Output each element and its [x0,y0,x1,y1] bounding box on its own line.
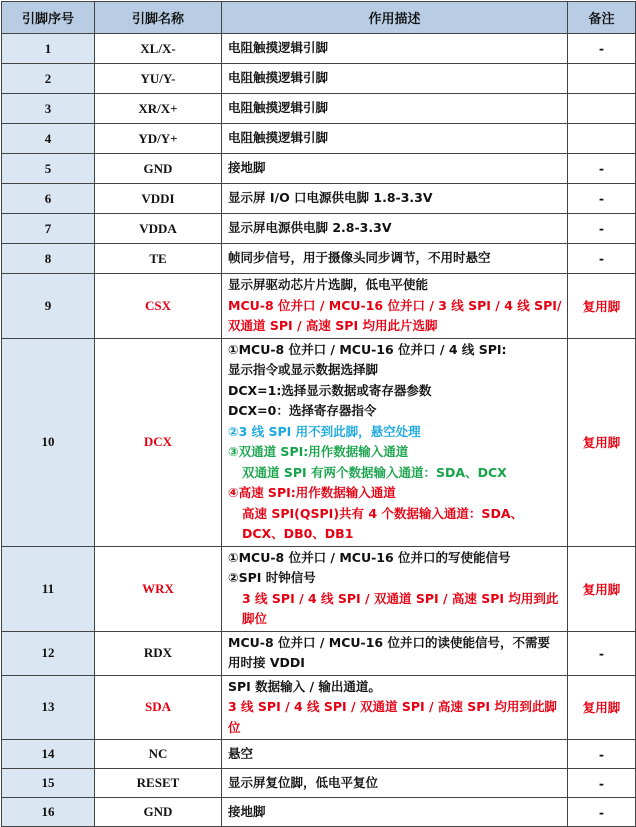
pin-number: 16 [2,798,95,827]
table-row [2,154,636,184]
table-row [2,740,636,769]
pin-number: 14 [2,740,95,769]
pin-note: - [568,244,636,274]
pin-description [222,34,568,64]
pin-note: - [568,631,636,675]
pin-number: 12 [2,631,95,675]
pin-description [222,184,568,214]
desc-line: ①MCU-8 位并口 / MCU-16 位并口的写使能信号 [228,549,511,565]
desc-line: 显示屏 I/O 口电源供电脚 1.8-3.3V [228,190,433,206]
pin-note: - [568,740,636,769]
pin-number: 3 [2,94,95,124]
desc-line: 电阻触摸逻辑引脚 [228,70,329,86]
pin-number: 8 [2,244,95,274]
pin-description [222,546,568,631]
pin-number: 6 [2,184,95,214]
desc-line: SPI 数据输入 / 输出通道。 [228,678,381,694]
pin-note: - [568,769,636,798]
pin-name: RESET [95,769,222,798]
desc-line: 电阻触摸逻辑引脚 [228,40,329,56]
pin-name: TE [95,244,222,274]
pin-number: 13 [2,675,95,740]
table-row [2,214,636,244]
pin-description [222,124,568,154]
pin-number: 4 [2,124,95,154]
pin-name: YD/Y+ [95,124,222,154]
table-row [2,94,636,124]
header-function: 作用描述 [222,2,568,34]
pin-number: 15 [2,769,95,798]
desc-line: 电阻触摸逻辑引脚 [228,130,329,146]
table-row [2,34,636,64]
pin-number: 10 [2,338,95,546]
desc-line: ③双通道 SPI:用作数据输入通道 [228,444,409,459]
table-row [2,546,636,631]
pin-note: - [568,154,636,184]
pin-description [222,769,568,798]
pin-description [222,798,568,827]
desc-line: ②SPI 时钟信号 [228,570,316,585]
pin-name: CSX [95,274,222,339]
table-row [2,124,636,154]
pin-number: 11 [2,546,95,631]
header-note: 备注 [568,2,636,34]
pin-name: WRX [95,546,222,631]
table-row [2,338,636,546]
pin-description [222,214,568,244]
table-row [2,274,636,339]
pin-note: 复用脚 [568,274,636,339]
desc-line: 双通道 SPI 有两个数据输入通道：SDA、DCX [242,464,507,480]
pin-number: 7 [2,214,95,244]
pin-note: - [568,798,636,827]
desc-line: 3 线 SPI / 4 线 SPI / 双通道 SPI / 高速 SPI 均用到此脚位 [228,699,557,735]
pin-number: 1 [2,34,95,64]
pin-note [568,94,636,124]
pin-description [222,675,568,740]
desc-line: DCX=1:选择显示数据或寄存器参数 [228,382,432,398]
pin-name: XL/X- [95,34,222,64]
pin-note: - [568,184,636,214]
desc-line: 3 线 SPI / 4 线 SPI / 双通道 SPI / 高速 SPI 均用到此脚位 [242,590,559,626]
pin-description [222,154,568,184]
desc-line: 电阻触摸逻辑引脚 [228,100,329,116]
pin-description [222,631,568,675]
desc-line: 双通道 SPI / 高速 SPI 均用此片选脚 [228,318,438,333]
pin-note: - [568,34,636,64]
table-row [2,244,636,274]
header-pin-name: 引脚名称 [95,2,222,34]
table-row [2,675,636,740]
desc-line: DCX=0：选择寄存器指令 [228,403,377,418]
desc-line: MCU-8 位并口 / MCU-16 位并口 / 3 线 SPI / 4 线 SPI/ [228,297,562,313]
desc-line: 显示指令或显示数据选择脚 [228,362,379,377]
desc-line: MCU-8 位并口 / MCU-16 位并口的读使能信号，不需要用时接 VDDI [228,634,550,670]
header-row [2,2,636,34]
pin-note: 复用脚 [568,675,636,740]
desc-line: 悬空 [228,745,254,761]
pin-description [222,338,568,546]
desc-line: 接地脚 [228,160,266,176]
header-pin-no: 引脚序号 [2,2,95,34]
table-row [2,631,636,675]
desc-line: ④高速 SPI:用作数据输入通道 [228,485,396,500]
table-row [2,184,636,214]
pin-name: VDDA [95,214,222,244]
pin-note [568,64,636,94]
pin-name: VDDI [95,184,222,214]
pin-number: 5 [2,154,95,184]
table-row [2,64,636,94]
pin-name: RDX [95,631,222,675]
pin-name: SDA [95,675,222,740]
desc-line: ②3 线 SPI 用不到此脚，悬空处理 [228,423,421,439]
pin-description [222,64,568,94]
pin-definition-table [1,1,636,827]
table-row [2,798,636,827]
pin-description [222,274,568,339]
table-row [2,769,636,798]
pin-note: 复用脚 [568,546,636,631]
pin-name: DCX [95,338,222,546]
pin-name: NC [95,740,222,769]
desc-line: 接地脚 [228,803,266,819]
pin-description [222,94,568,124]
pin-name: YU/Y- [95,64,222,94]
desc-line: 显示屏驱动芯片片选脚，低电平使能 [228,277,429,292]
pin-number: 9 [2,274,95,339]
pin-name: XR/X+ [95,94,222,124]
desc-line: 高速 SPI(QSPI)共有 4 个数据输入通道：SDA、DCX、DB0、DB1 [242,505,523,541]
pin-note [568,124,636,154]
desc-line: 显示屏复位脚，低电平复位 [228,774,379,790]
desc-line: ①MCU-8 位并口 / MCU-16 位并口 / 4 线 SPI: [228,341,507,357]
pin-name: GND [95,154,222,184]
desc-line: 帧同步信号，用于摄像头同步调节，不用时悬空 [228,250,491,266]
pin-note: 复用脚 [568,338,636,546]
pin-number: 2 [2,64,95,94]
pin-description [222,740,568,769]
pin-note: - [568,214,636,244]
pin-name: GND [95,798,222,827]
pin-description [222,244,568,274]
desc-line: 显示屏电源供电脚 2.8-3.3V [228,220,392,236]
